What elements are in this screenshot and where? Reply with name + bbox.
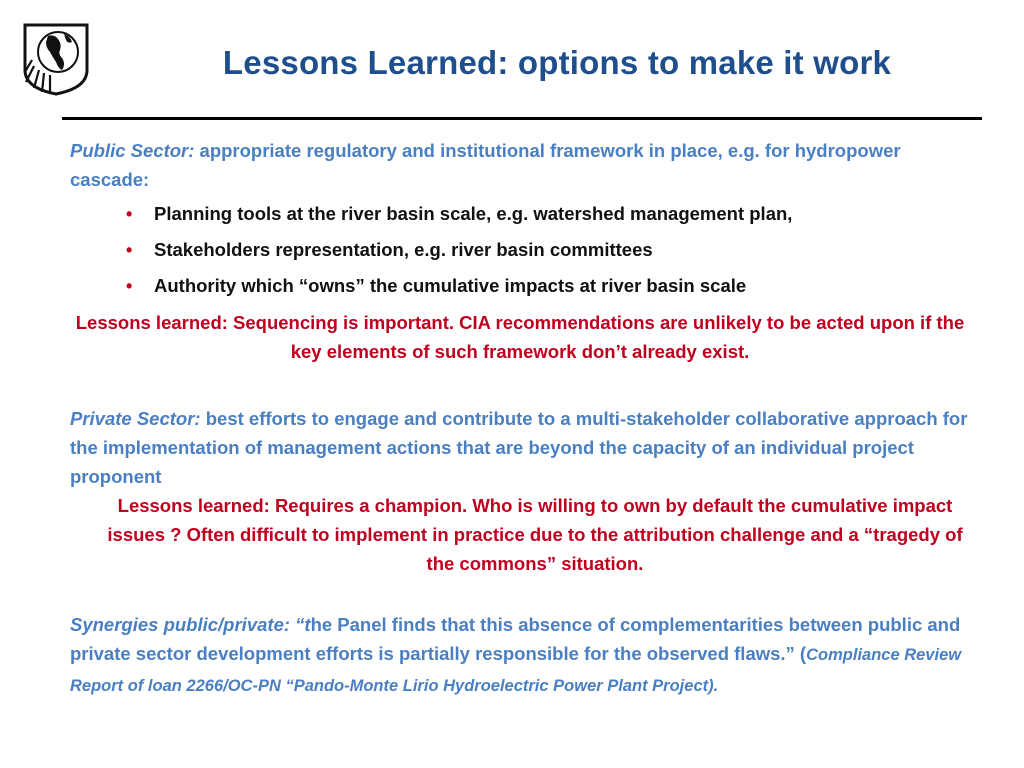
public-sector-paragraph: [70, 136, 970, 194]
slide-body: [70, 136, 970, 701]
synergies-paragraph: [70, 610, 970, 701]
private-sector-lesson: Lessons learned: Requires a champion. Who is willing to own by default the cumulative impact issues ? Often difficult to implement in practice due to the attribution challenge and a “tragedy of the commons” situation.: [107, 495, 963, 574]
section-spacer: [70, 366, 970, 404]
synergies-lead: Synergies public/private: “t: [70, 614, 311, 635]
public-sector-text: appropriate regulatory and institutional framework in place, e.g. for hydropower cascade:: [70, 140, 901, 190]
list-item: [126, 200, 970, 228]
list-item-text: Planning tools at the river basin scale, e.g. watershed management plan,: [154, 203, 793, 224]
bullet-icon: •: [126, 204, 133, 224]
title-divider: [62, 117, 982, 120]
section-spacer: [70, 578, 970, 610]
public-sector-lesson: Lessons learned: Sequencing is important. CIA recommendations are unlikely to be acted upon if the key elements of such framework don’t already exist.: [75, 312, 965, 362]
private-sector-paragraph: [70, 404, 970, 491]
public-sector-bullet-list: [70, 200, 970, 300]
list-item: [126, 272, 970, 300]
list-item: [126, 236, 970, 264]
globe-logo-icon: [22, 22, 90, 96]
public-sector-lead: Public Sector:: [70, 140, 195, 161]
list-item-text: Stakeholders representation, e.g. river basin committees: [154, 239, 653, 260]
synergies-text: he Panel finds that this absence of complementarities between public and private sector development efforts is partially responsible for the observed flaws.” (: [70, 614, 961, 664]
page-title: Lessons Learned: options to make it work: [222, 44, 892, 81]
bullet-icon: •: [126, 276, 133, 296]
bullet-icon: •: [126, 240, 133, 260]
private-sector-text: best efforts to engage and contribute to a multi-stakeholder collaborative approach for the implementation of management actions that are beyond the capacity of an individual project proponent: [70, 408, 968, 487]
private-sector-lead: Private Sector:: [70, 408, 201, 429]
synergies-citation: Compliance Review Report of loan 2266/OC-PN “Pando-Monte Lirio Hydroelectric Power Plant Project).: [70, 646, 962, 695]
list-item-text: Authority which “owns” the cumulative impacts at river basin scale: [154, 275, 747, 296]
